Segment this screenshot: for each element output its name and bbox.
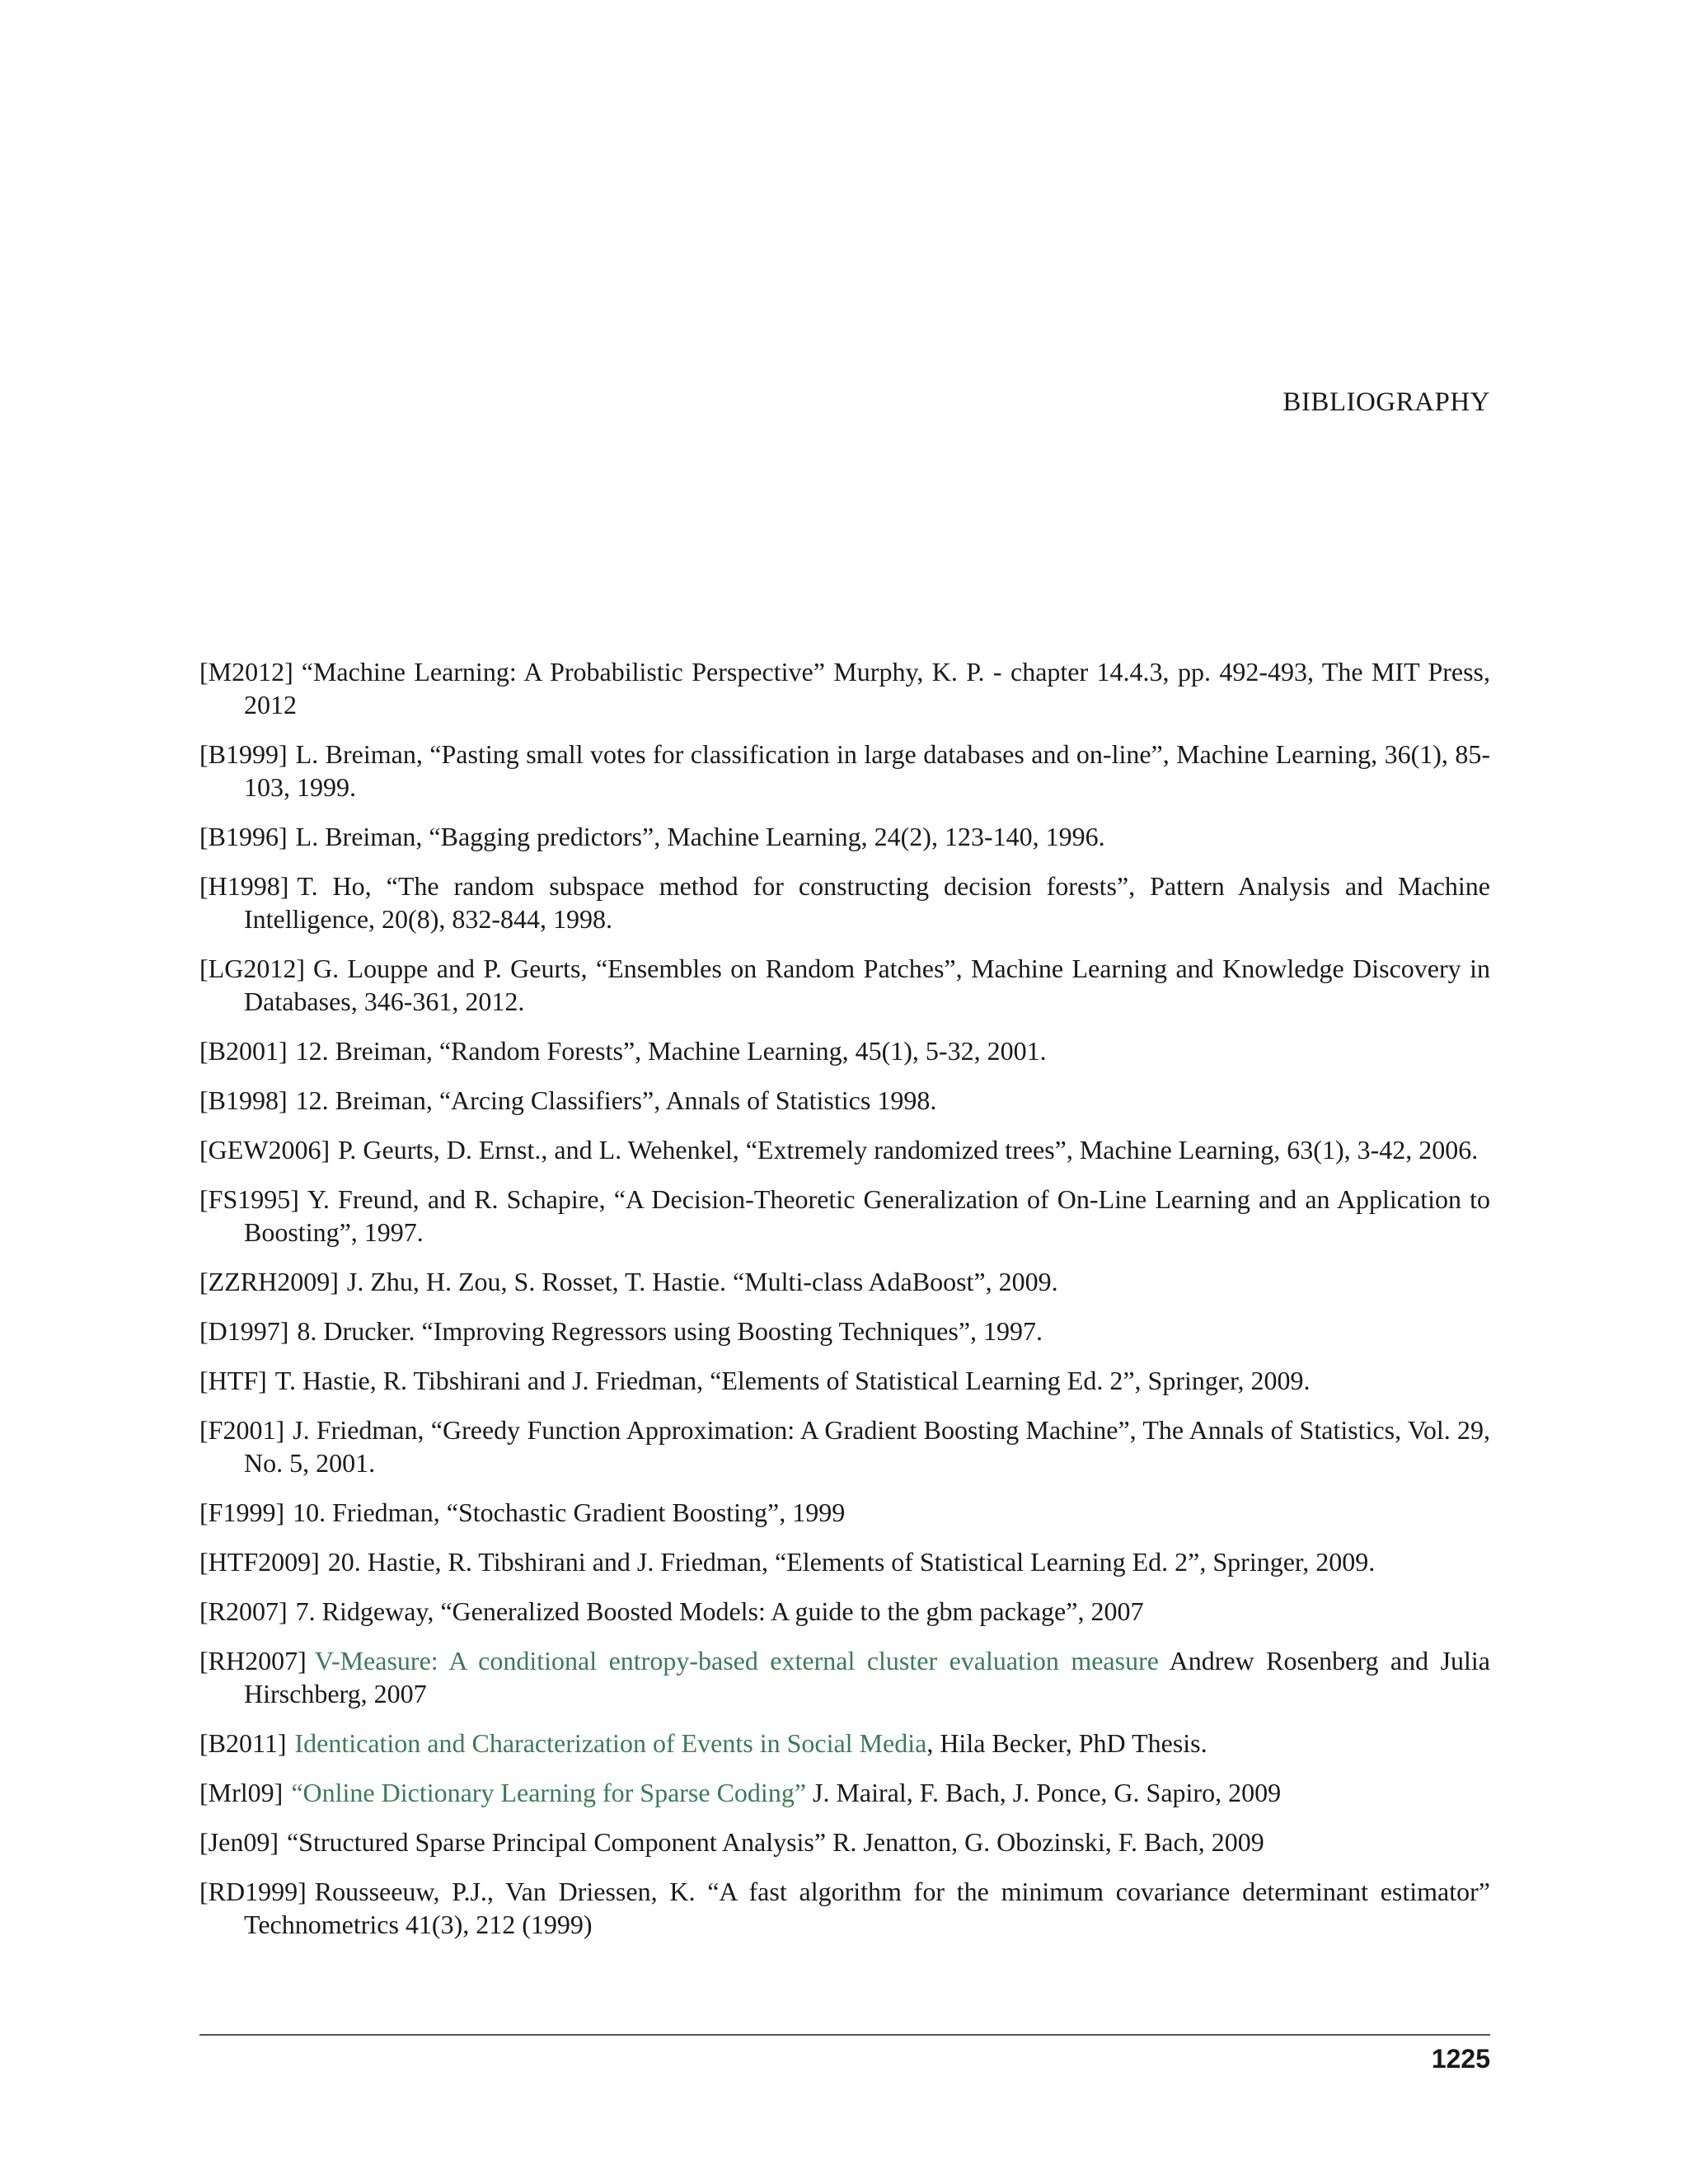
citation-key: [H1998] <box>199 871 289 901</box>
citation-link[interactable]: Identication and Characterization of Events in Social Media <box>294 1728 927 1758</box>
citation-text: Rousseeuw, P.J., Van Driessen, K. “A fast algorithm for the minimum covariance determinant estimator” Technometrics 41(3), 212 (1999) <box>244 1877 1490 1939</box>
citation-text: Y. Freund, and R. Schapire, “A Decision-Theoretic Generalization of On-Line Learning and an Application to Boosting”, 1997. <box>244 1184 1490 1247</box>
citation-key: [FS1995] <box>199 1184 299 1214</box>
bib-entry-b2001 <box>199 1034 1490 1067</box>
citation-key: [GEW2006] <box>199 1135 331 1165</box>
bib-entry-b1996 <box>199 820 1490 853</box>
bib-entry-zzrh2009 <box>199 1265 1490 1298</box>
citation-text: L. Breiman, “Pasting small votes for classification in large databases and on-line”, Machine Learning, 36(1), 85-103, 1999. <box>244 739 1490 802</box>
citation-text: T. Ho, “The random subspace method for constructing decision forests”, Pattern Analysis and Machine Intelligence, 20(8), 832-844, 1998. <box>244 871 1490 934</box>
citation-text: J. Zhu, H. Zou, S. Rosset, T. Hastie. “Multi-class AdaBoost”, 2009. <box>346 1267 1058 1296</box>
citation-text: 20. Hastie, R. Tibshirani and J. Friedman, “Elements of Statistical Learning Ed. 2”, Springer, 2009. <box>327 1547 1376 1577</box>
bib-entry-b1999 <box>199 738 1490 804</box>
citation-key: [D1997] <box>199 1316 289 1346</box>
bib-entry-gew2006 <box>199 1133 1490 1166</box>
citation-link[interactable]: V-Measure: A conditional entropy-based external cluster evaluation measure <box>314 1646 1159 1675</box>
citation-key: [Jen09] <box>199 1827 279 1857</box>
footer-divider <box>199 2034 1490 2036</box>
citation-text: 12. Breiman, “Random Forests”, Machine Learning, 45(1), 5-32, 2001. <box>295 1036 1047 1066</box>
citation-text: G. Louppe and P. Geurts, “Ensembles on Random Patches”, Machine Learning and Knowledge Discovery in Databases, 346-361, 2012. <box>244 954 1490 1016</box>
citation-key: [Mrl09] <box>199 1778 284 1807</box>
citation-key: [RH2007] <box>199 1646 307 1675</box>
bib-entry-fs1995 <box>199 1183 1490 1249</box>
bib-entry-r2007 <box>199 1595 1490 1628</box>
bib-entry-d1997 <box>199 1315 1490 1347</box>
citation-text: 8. Drucker. “Improving Regressors using Boosting Techniques”, 1997. <box>297 1316 1043 1346</box>
bib-entry-m2012 <box>199 655 1490 721</box>
citation-key: [F2001] <box>199 1415 285 1445</box>
bib-entry-f2001 <box>199 1413 1490 1479</box>
citation-text: J. Mairal, F. Bach, J. Ponce, G. Sapiro, 2009 <box>806 1778 1282 1807</box>
citation-key: [M2012] <box>199 657 293 687</box>
bib-entry-f1999 <box>199 1496 1490 1529</box>
bib-entry-mrl09 <box>199 1776 1490 1809</box>
bib-entry-htf <box>199 1364 1490 1397</box>
bib-entry-b1998 <box>199 1084 1490 1117</box>
bib-entry-b2011 <box>199 1727 1490 1760</box>
citation-key: [HTF2009] <box>199 1547 320 1577</box>
citation-key: [RD1999] <box>199 1877 307 1906</box>
citation-text: Andrew Rosenberg and Julia Hirschberg, 2007 <box>244 1646 1491 1708</box>
running-header: BIBLIOGRAPHY <box>1282 387 1490 417</box>
bibliography-list <box>199 655 1490 1957</box>
citation-key: [HTF] <box>199 1366 267 1395</box>
citation-text: “Structured Sparse Principal Component Analysis” R. Jenatton, G. Obozinski, F. Bach, 2009 <box>286 1827 1264 1857</box>
citation-key: [F1999] <box>199 1497 285 1527</box>
citation-text: 7. Ridgeway, “Generalized Boosted Models: A guide to the gbm package”, 2007 <box>295 1596 1144 1626</box>
page-number: 1225 <box>1431 2044 1490 2074</box>
citation-key: [B1999] <box>199 739 288 769</box>
citation-text: L. Breiman, “Bagging predictors”, Machine Learning, 24(2), 123-140, 1996. <box>295 822 1105 851</box>
bib-entry-jen09 <box>199 1825 1490 1858</box>
bib-entry-rd1999 <box>199 1875 1490 1941</box>
citation-text: 12. Breiman, “Arcing Classifiers”, Annals of Statistics 1998. <box>295 1085 937 1115</box>
citation-text: 10. Friedman, “Stochastic Gradient Boosting”, 1999 <box>293 1497 846 1527</box>
bib-entry-rh2007 <box>199 1644 1490 1710</box>
citation-text: “Machine Learning: A Probabilistic Perspective” Murphy, K. P. - chapter 14.4.3, pp. 492-493, The MIT Press, 2012 <box>244 657 1490 719</box>
citation-key: [B2001] <box>199 1036 288 1066</box>
bib-entry-h1998 <box>199 869 1490 935</box>
citation-key: [R2007] <box>199 1596 288 1626</box>
bib-entry-htf2009 <box>199 1545 1490 1578</box>
citation-key: [B1996] <box>199 822 288 851</box>
citation-link[interactable]: “Online Dictionary Learning for Sparse Coding” <box>291 1778 807 1807</box>
citation-text: , Hila Becker, PhD Thesis. <box>926 1728 1207 1758</box>
citation-text: J. Friedman, “Greedy Function Approximation: A Gradient Boosting Machine”, The Annals of Statistics, Vol. 29, No. 5, 2001. <box>244 1415 1490 1478</box>
citation-key: [ZZRH2009] <box>199 1267 339 1296</box>
citation-key: [B1998] <box>199 1085 288 1115</box>
citation-text: T. Hastie, R. Tibshirani and J. Friedman, “Elements of Statistical Learning Ed. 2”, Springer, 2009. <box>274 1366 1311 1395</box>
citation-key: [B2011] <box>199 1728 287 1758</box>
bib-entry-lg2012 <box>199 952 1490 1018</box>
citation-text: P. Geurts, D. Ernst., and L. Wehenkel, “Extremely randomized trees”, Machine Learning, 63(1), 3-42, 2006. <box>338 1135 1479 1165</box>
citation-key: [LG2012] <box>199 954 305 983</box>
